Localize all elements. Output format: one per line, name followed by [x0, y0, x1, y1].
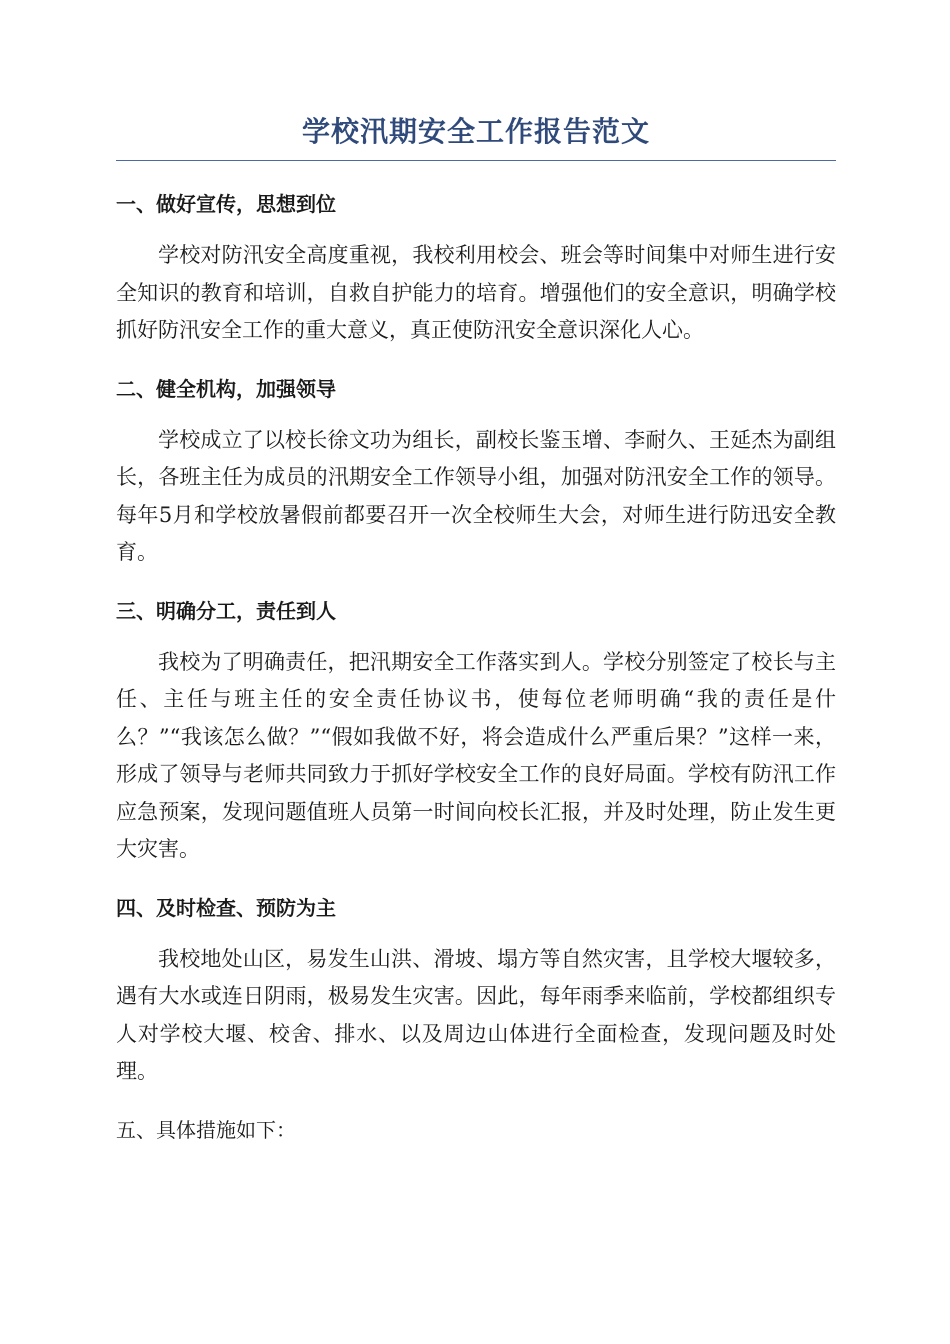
section-3: [116, 596, 836, 869]
section-heading: 一、做好宣传，思想到位: [116, 192, 336, 216]
section-paragraph: 学校成立了以校长徐文功为组长，副校长鉴玉增、李耐久、王延杰为副组长，各班主任为成员的汛期安全工作领导小组，加强对防汛安全工作的领导。每年5月和学校放暑假前都要召开一次全校师生大会，对师生进行防迅安全教育。: [116, 427, 836, 564]
section-paragraph: 我校为了明确责任，把汛期安全工作落实到人。学校分别签定了校长与主任、主任与班主任的安全责任协议书，使每位老师明确“我的责任是什么？”“我该怎么做？”“假如我做不好，将会造成什么严重后果？”这样一来，形成了领导与老师共同致力于抓好学校安全工作的良好局面。学校有防汛工作应急预案，发现问题值班人员第一时间向校长汇报，并及时处理，防止发生更大灾害。: [116, 649, 836, 861]
section-5: [116, 1115, 836, 1145]
document-title: 学校汛期安全工作报告范文: [116, 108, 836, 161]
section-heading: 二、健全机构，加强领导: [116, 376, 336, 401]
document-page: [116, 108, 836, 1145]
section-paragraph: 学校对防汛安全高度重视，我校利用校会、班会等时间集中对师生进行安全知识的教育和培训，自救自护能力的培育。增强他们的安全意识，明确学校抓好防汛安全工作的重大意义，真正使防汛安全意识深化人心。: [116, 243, 836, 342]
section-4: [116, 893, 836, 1091]
section-1: [116, 189, 836, 350]
section-paragraph: 我校地处山区，易发生山洪、滑坡、塌方等自然灾害，且学校大堰较多，遇有大水或连日阴雨，极易发生灾害。因此，每年雨季来临前，学校都组织专人对学校大堰、校舍、排水、以及周边山体进行全面检查，发现问题及时处理。: [116, 946, 836, 1083]
section-heading: 三、明确分工，责任到人: [116, 598, 336, 623]
section-2: [116, 374, 836, 572]
section-heading: 五、具体措施如下：: [116, 1117, 296, 1142]
section-heading: 四、及时检查、预防为主: [116, 895, 336, 920]
